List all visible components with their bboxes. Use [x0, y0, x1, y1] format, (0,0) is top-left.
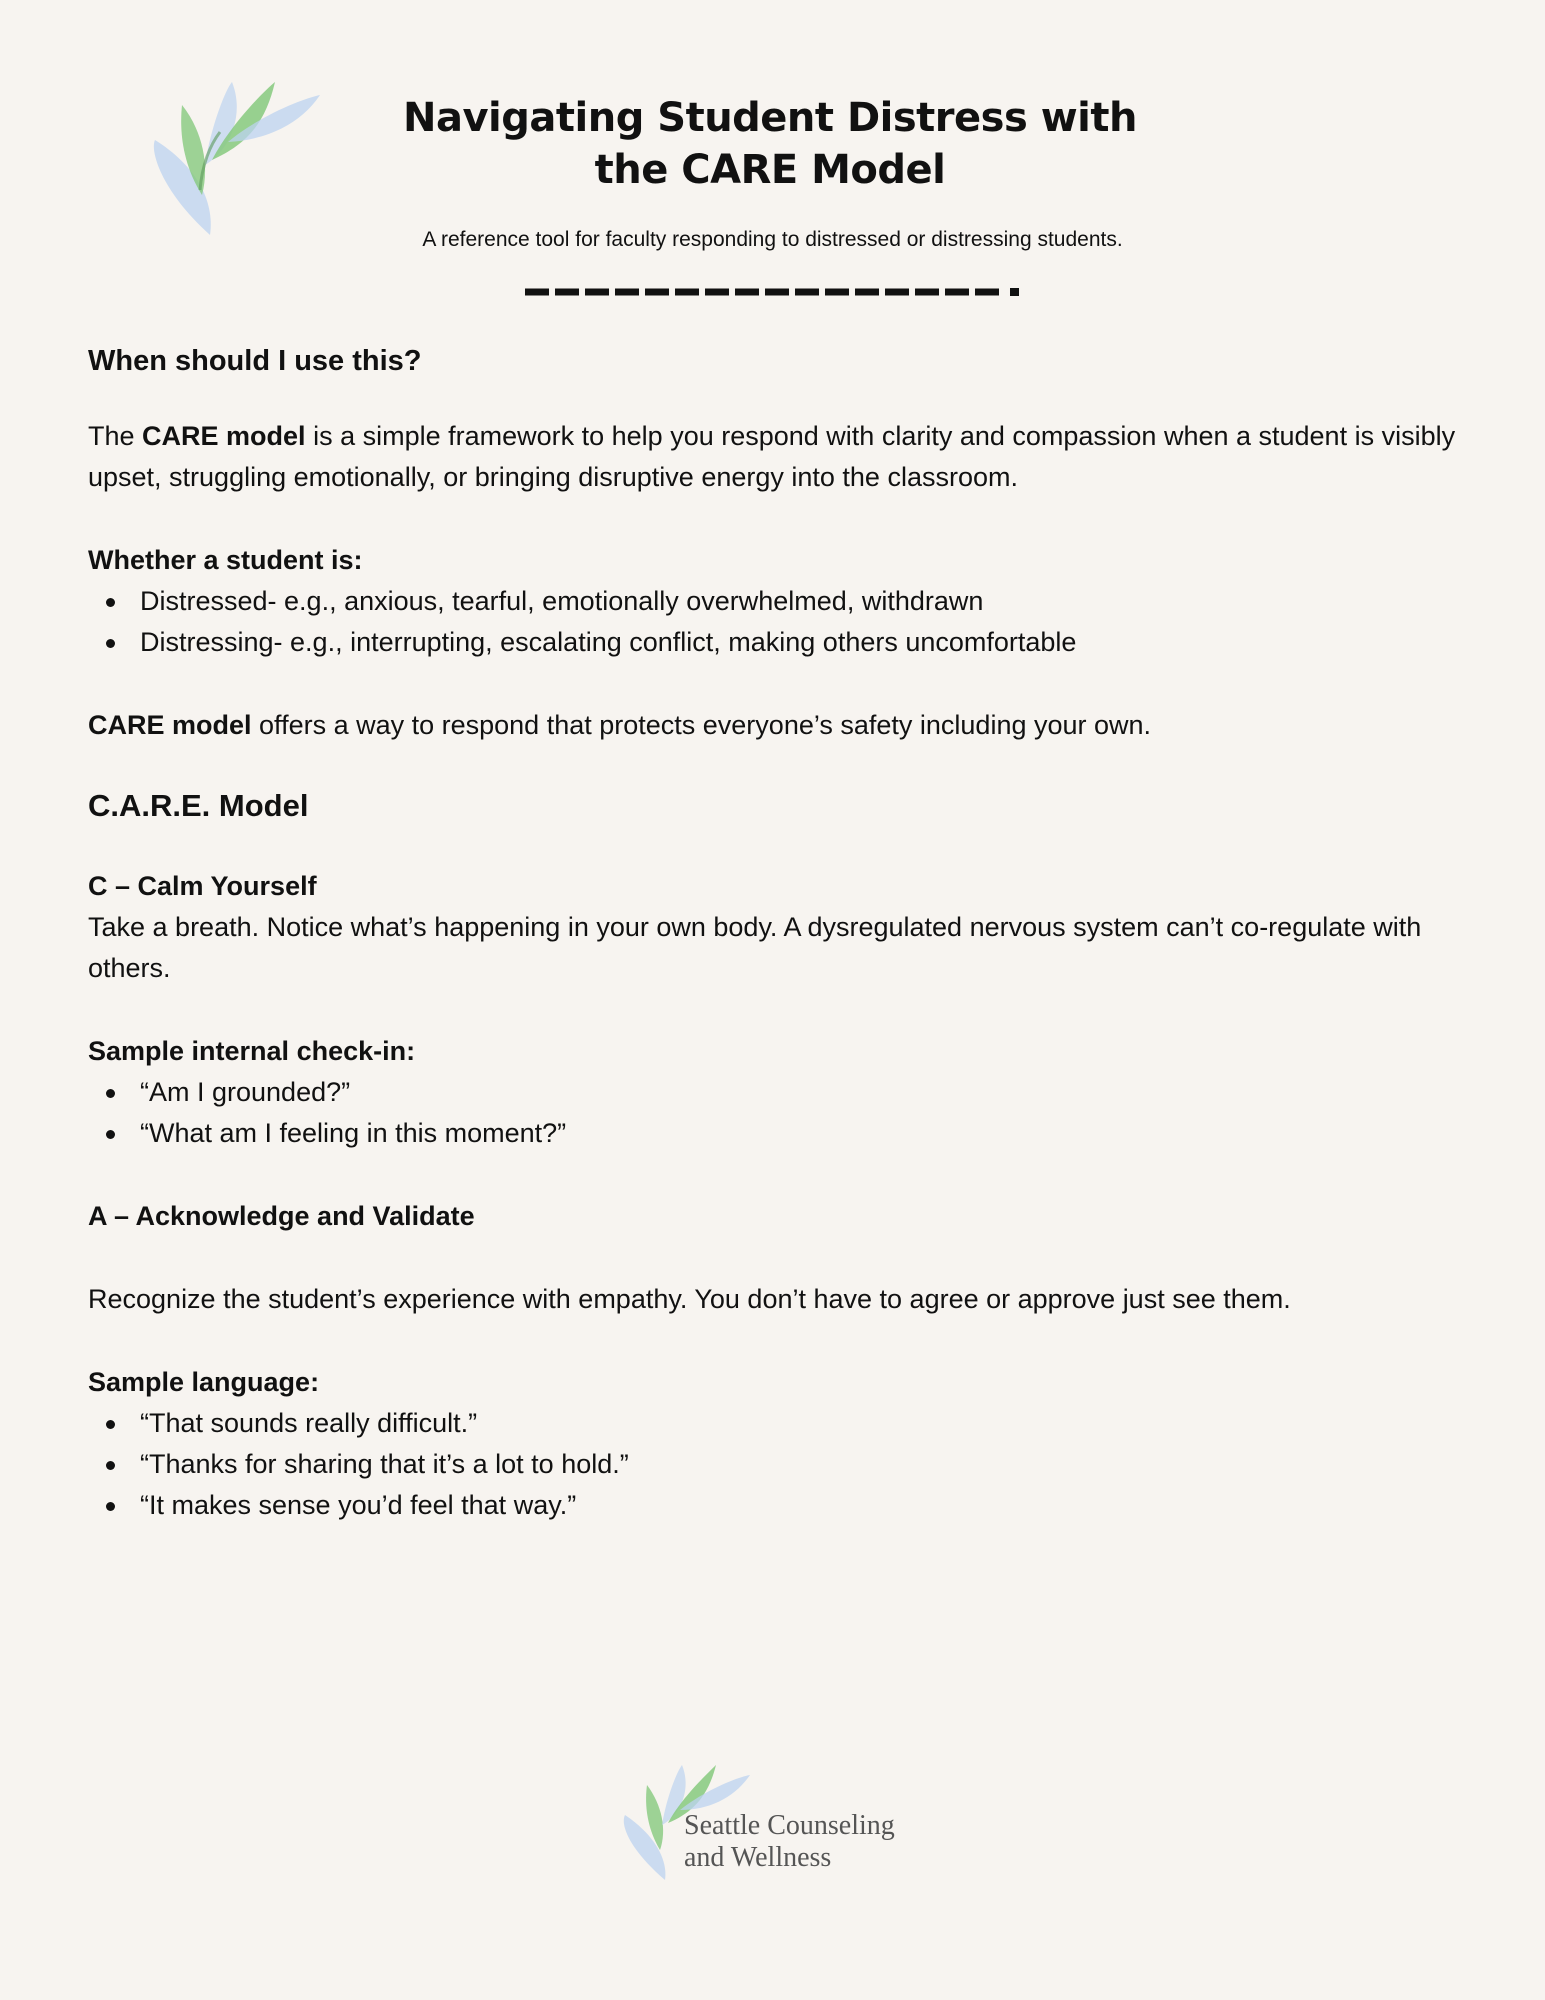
care-summary-paragraph — [88, 705, 1478, 746]
list-item: “That sounds really difficult.” — [88, 1403, 1478, 1444]
list-item: Distressed- e.g., anxious, tearful, emotionally overwhelmed, withdrawn — [88, 581, 1478, 622]
intro-prefix: The — [88, 421, 143, 451]
list-item: Distressing- e.g., interrupting, escalating conflict, making others uncomfortable — [88, 622, 1478, 663]
brand-line-2: and Wellness — [684, 1842, 832, 1873]
care-summary-rest: offers a way to respond that protects everyone’s safety including your own. — [251, 710, 1152, 740]
calm-text: Take a breath. Notice what’s happening in your own body. A dysregulated nervous system can’t co-regulate with others. — [88, 912, 1422, 983]
acknowledge-heading: A – Acknowledge and Validate — [88, 1201, 475, 1231]
whether-heading: Whether a student is: — [88, 545, 363, 575]
sample-language-list — [88, 1403, 1478, 1526]
intro-bold-term: CARE model — [142, 421, 306, 451]
care-summary-bold: CARE model — [88, 710, 252, 740]
checkin-heading: Sample internal check-in: — [88, 1036, 416, 1066]
brand-name — [684, 1810, 895, 1874]
main-content — [88, 345, 1478, 1526]
list-item: “It makes sense you’d feel that way.” — [88, 1485, 1478, 1526]
list-item: “Thanks for sharing that it’s a lot to hold.” — [88, 1444, 1478, 1485]
brand-line-1: Seattle Counseling — [684, 1810, 895, 1841]
model-heading: C.A.R.E. Model — [88, 788, 309, 823]
sample-language-heading: Sample language: — [88, 1367, 320, 1397]
page-subtitle: A reference tool for faculty responding to distressed or distressing students. — [422, 228, 1123, 251]
acknowledge-text: Recognize the student’s experience with empathy. You don’t have to agree or approve just see them. — [88, 1284, 1291, 1314]
intro-rest: is a simple framework to help you respond with clarity and compassion when a student is visibly upset, struggling emotionally, or bringing disruptive energy into the classroom. — [88, 421, 1456, 492]
checkin-list — [88, 1072, 1478, 1154]
title-line-1: Navigating Student Distress with — [403, 95, 1137, 141]
page-title — [380, 92, 1160, 196]
list-item: “What am I feeling in this moment?” — [88, 1113, 1478, 1154]
list-item: “Am I grounded?” — [88, 1072, 1478, 1113]
leaf-logo-icon — [140, 70, 340, 240]
dashed-divider — [525, 288, 1020, 296]
whether-list — [88, 581, 1478, 663]
title-line-2: the CARE Model — [594, 147, 946, 193]
when-heading: When should I use this? — [88, 345, 422, 377]
intro-paragraph — [88, 416, 1478, 498]
calm-heading: C – Calm Yourself — [88, 871, 317, 901]
